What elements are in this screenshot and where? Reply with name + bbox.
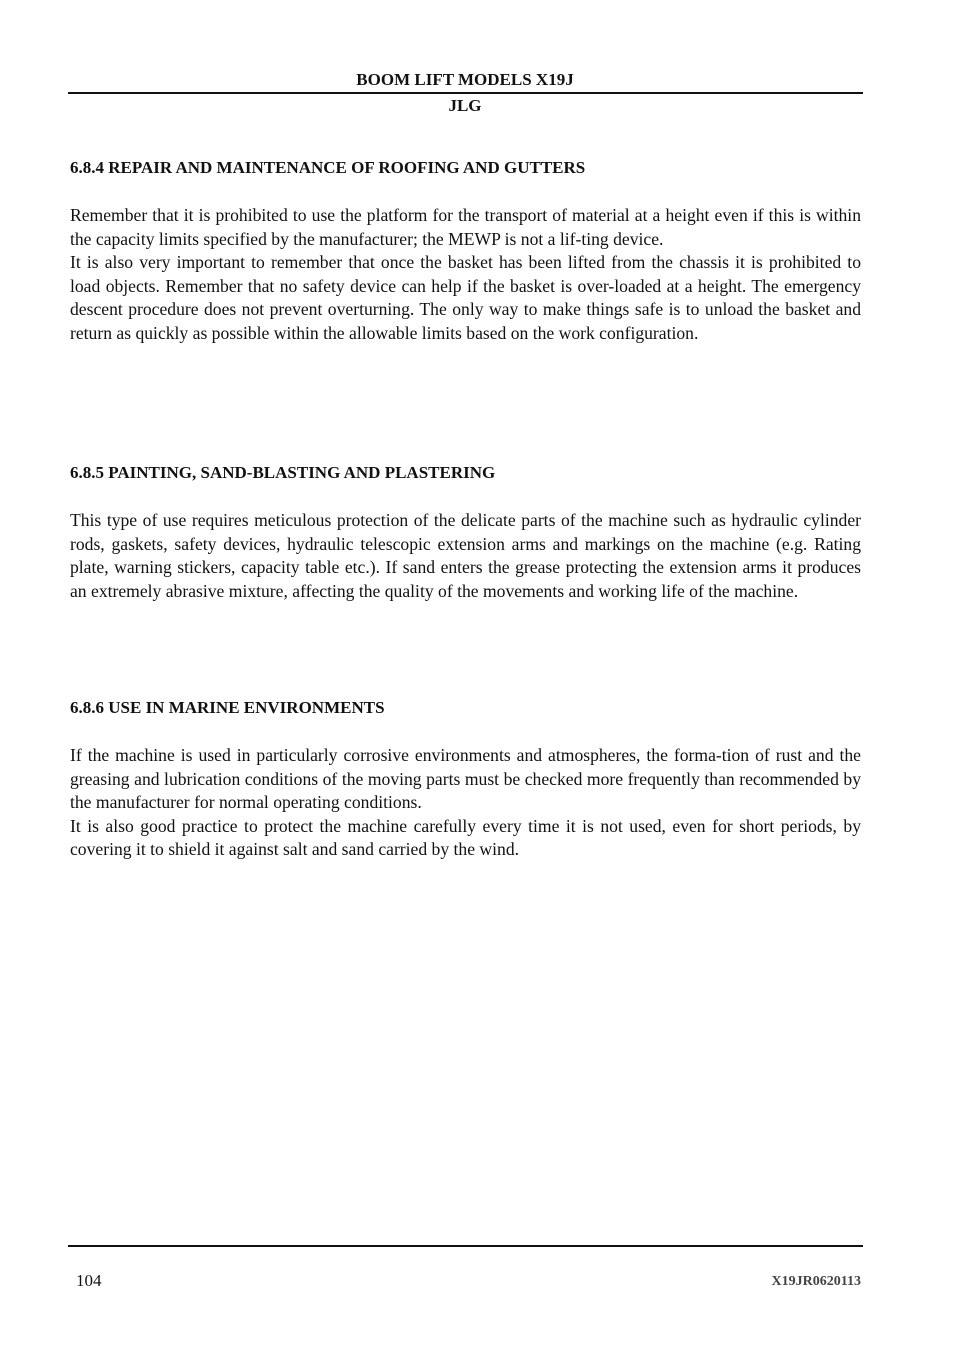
- section-heading-6-8-4: 6.8.4 REPAIR AND MAINTENANCE OF ROOFING AND GUTTERS: [70, 158, 586, 177]
- footer-divider: [68, 1245, 863, 1247]
- section-body-6-8-4: [70, 204, 861, 345]
- paragraph: It is also good practice to protect the machine carefully every time it is not used, even for short periods, by covering it to shield it against salt and sand carried by the wind.: [70, 815, 861, 859]
- section-body-6-8-6: [70, 744, 861, 862]
- section-body-6-8-5: [70, 509, 861, 603]
- header-title: BOOM LIFT MODELS X19J: [356, 70, 574, 89]
- paragraph: If the machine is used in particularly corrosive environments and atmospheres, the forma-tion of rust and the greasing and lubrication conditions of the moving parts must be checked more frequently than recommended by the manufacturer for normal operating conditions.: [70, 745, 861, 812]
- header-divider: [68, 92, 863, 94]
- paragraph: Remember that it is prohibited to use the platform for the transport of material at a height even if this is within the capacity limits specified by the manufacturer; the MEWP is not a lif-ting device.: [70, 205, 861, 249]
- paragraph: It is also very important to remember that once the basket has been lifted from the chassis it is prohibited to load objects. Remember that no safety device can help if the basket is over-loaded at a height. The emergency descent procedure does not prevent overturning. The only way to make things safe is to unload the basket and return as quickly as possible within the allowable limits based on the work configuration.: [70, 252, 861, 343]
- section-heading-6-8-5: 6.8.5 PAINTING, SAND-BLASTING AND PLASTERING: [70, 463, 496, 482]
- document-code: X19JR0620113: [771, 1274, 861, 1289]
- section-heading-6-8-6: 6.8.6 USE IN MARINE ENVIRONMENTS: [70, 698, 385, 717]
- header-brand: JLG: [448, 96, 482, 115]
- page-number: 104: [76, 1271, 102, 1290]
- paragraph: This type of use requires meticulous protection of the delicate parts of the machine such as hydraulic cylinder rods, gaskets, safety devices, hydraulic telescopic extension arms and markings on the machine (e.g. Rating plate, warning stickers, capacity table etc.). If sand enters the grease protecting the extension arms it produces an extremely abrasive mixture, affecting the quality of the movements and working life of the machine.: [70, 510, 861, 601]
